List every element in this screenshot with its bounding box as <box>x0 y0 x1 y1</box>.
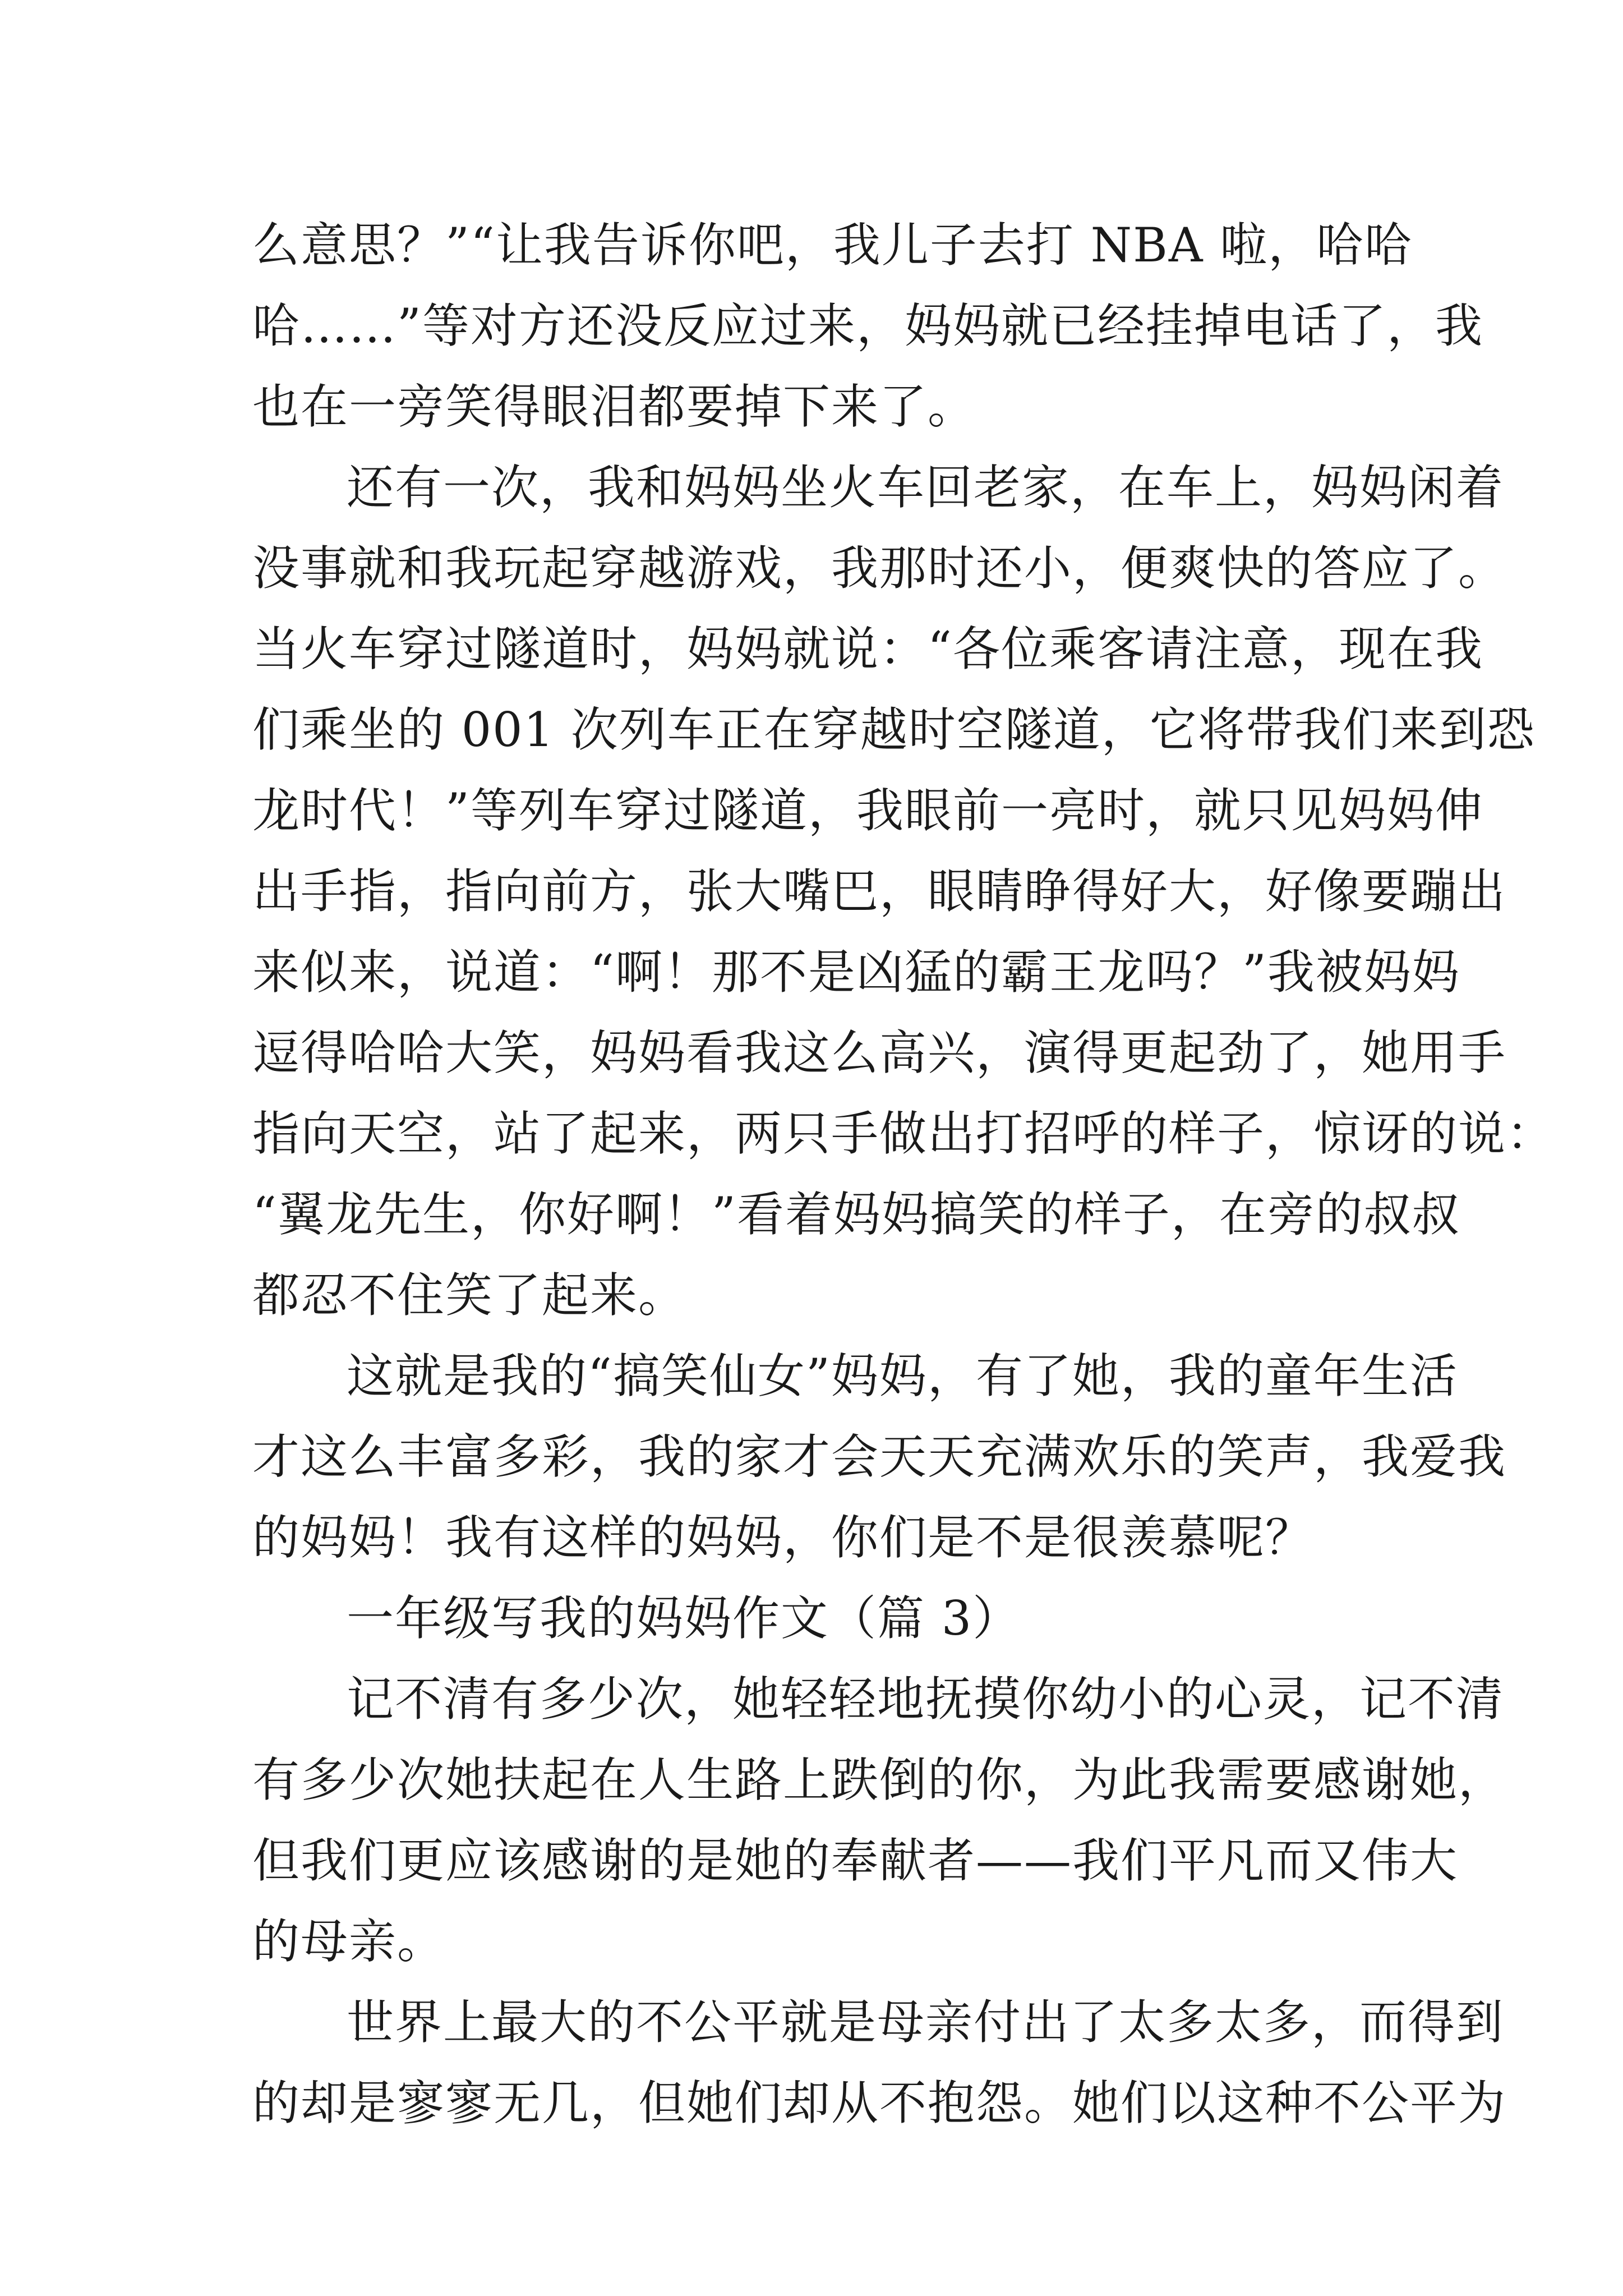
text-line: 指向天空，站了起来，两只手做出打招呼的样子，惊讶的说： <box>252 1106 1555 1161</box>
text-line: “翼龙先生，你好啊！”看着妈妈搞笑的样子，在旁的叔叔 <box>252 1187 1460 1242</box>
text-line: 没事就和我玩起穿越游戏，我那时还小，便爽快的答应了。 <box>252 541 1507 596</box>
text-line: 龙时代！”等列车穿过隧道，我眼前一亮时，就只见妈妈伸 <box>252 783 1483 838</box>
text-line: 记不清有多少次，她轻轻地抚摸你幼小的心灵，记不清 <box>347 1672 1505 1727</box>
essay-body <box>252 205 1555 2143</box>
text-line: 出手指，指向前方，张大嘴巴，眼睛睁得好大，好像要蹦出 <box>252 864 1507 919</box>
text-line: 但我们更应该感谢的是她的奉献者——我们平凡而又伟大 <box>252 1833 1459 1888</box>
text-line: 一年级写我的妈妈作文（篇 3） <box>347 1591 1021 1646</box>
text-line: 还有一次，我和妈妈坐火车回老家，在车上，妈妈闲着 <box>347 460 1505 515</box>
text-line: 么意思？”“让我告诉你吧，我儿子去打 NBA 啦，哈哈 <box>252 218 1413 273</box>
text-line: 的却是寥寥无几，但她们却从不抱怨。她们以这种不公平为 <box>252 2076 1507 2131</box>
text-line: 都忍不住笑了起来。 <box>252 1268 687 1323</box>
text-line: 这就是我的“搞笑仙女”妈妈，有了她，我的童年生活 <box>347 1349 1458 1404</box>
text-line: 们乘坐的 001 次列车正在穿越时空隧道，它将带我们来到恐 <box>252 702 1536 757</box>
text-line: 哈……”等对方还没反应过来，妈妈就已经挂掉电话了，我 <box>252 298 1483 353</box>
text-line: 才这么丰富多彩，我的家才会天天充满欢乐的笑声，我爱我 <box>252 1429 1507 1484</box>
text-line: 逗得哈哈大笑，妈妈看我这么高兴，演得更起劲了，她用手 <box>252 1025 1507 1080</box>
text-line: 世界上最大的不公平就是母亲付出了太多太多，而得到 <box>347 1995 1505 2050</box>
text-line: 当火车穿过隧道时，妈妈就说：“各位乘客请注意，现在我 <box>252 622 1483 677</box>
text-line: 的妈妈！我有这样的妈妈，你们是不是很羡慕呢？ <box>252 1510 1314 1565</box>
text-line: 来似来，说道：“啊！那不是凶猛的霸王龙吗？”我被妈妈 <box>252 945 1460 1000</box>
text-line: 有多少次她扶起在人生路上跌倒的你，为此我需要感谢她， <box>252 1752 1507 1807</box>
text-line: 也在一旁笑得眼泪都要掉下来了。 <box>252 379 976 434</box>
text-line: 的母亲。 <box>252 1914 446 1969</box>
